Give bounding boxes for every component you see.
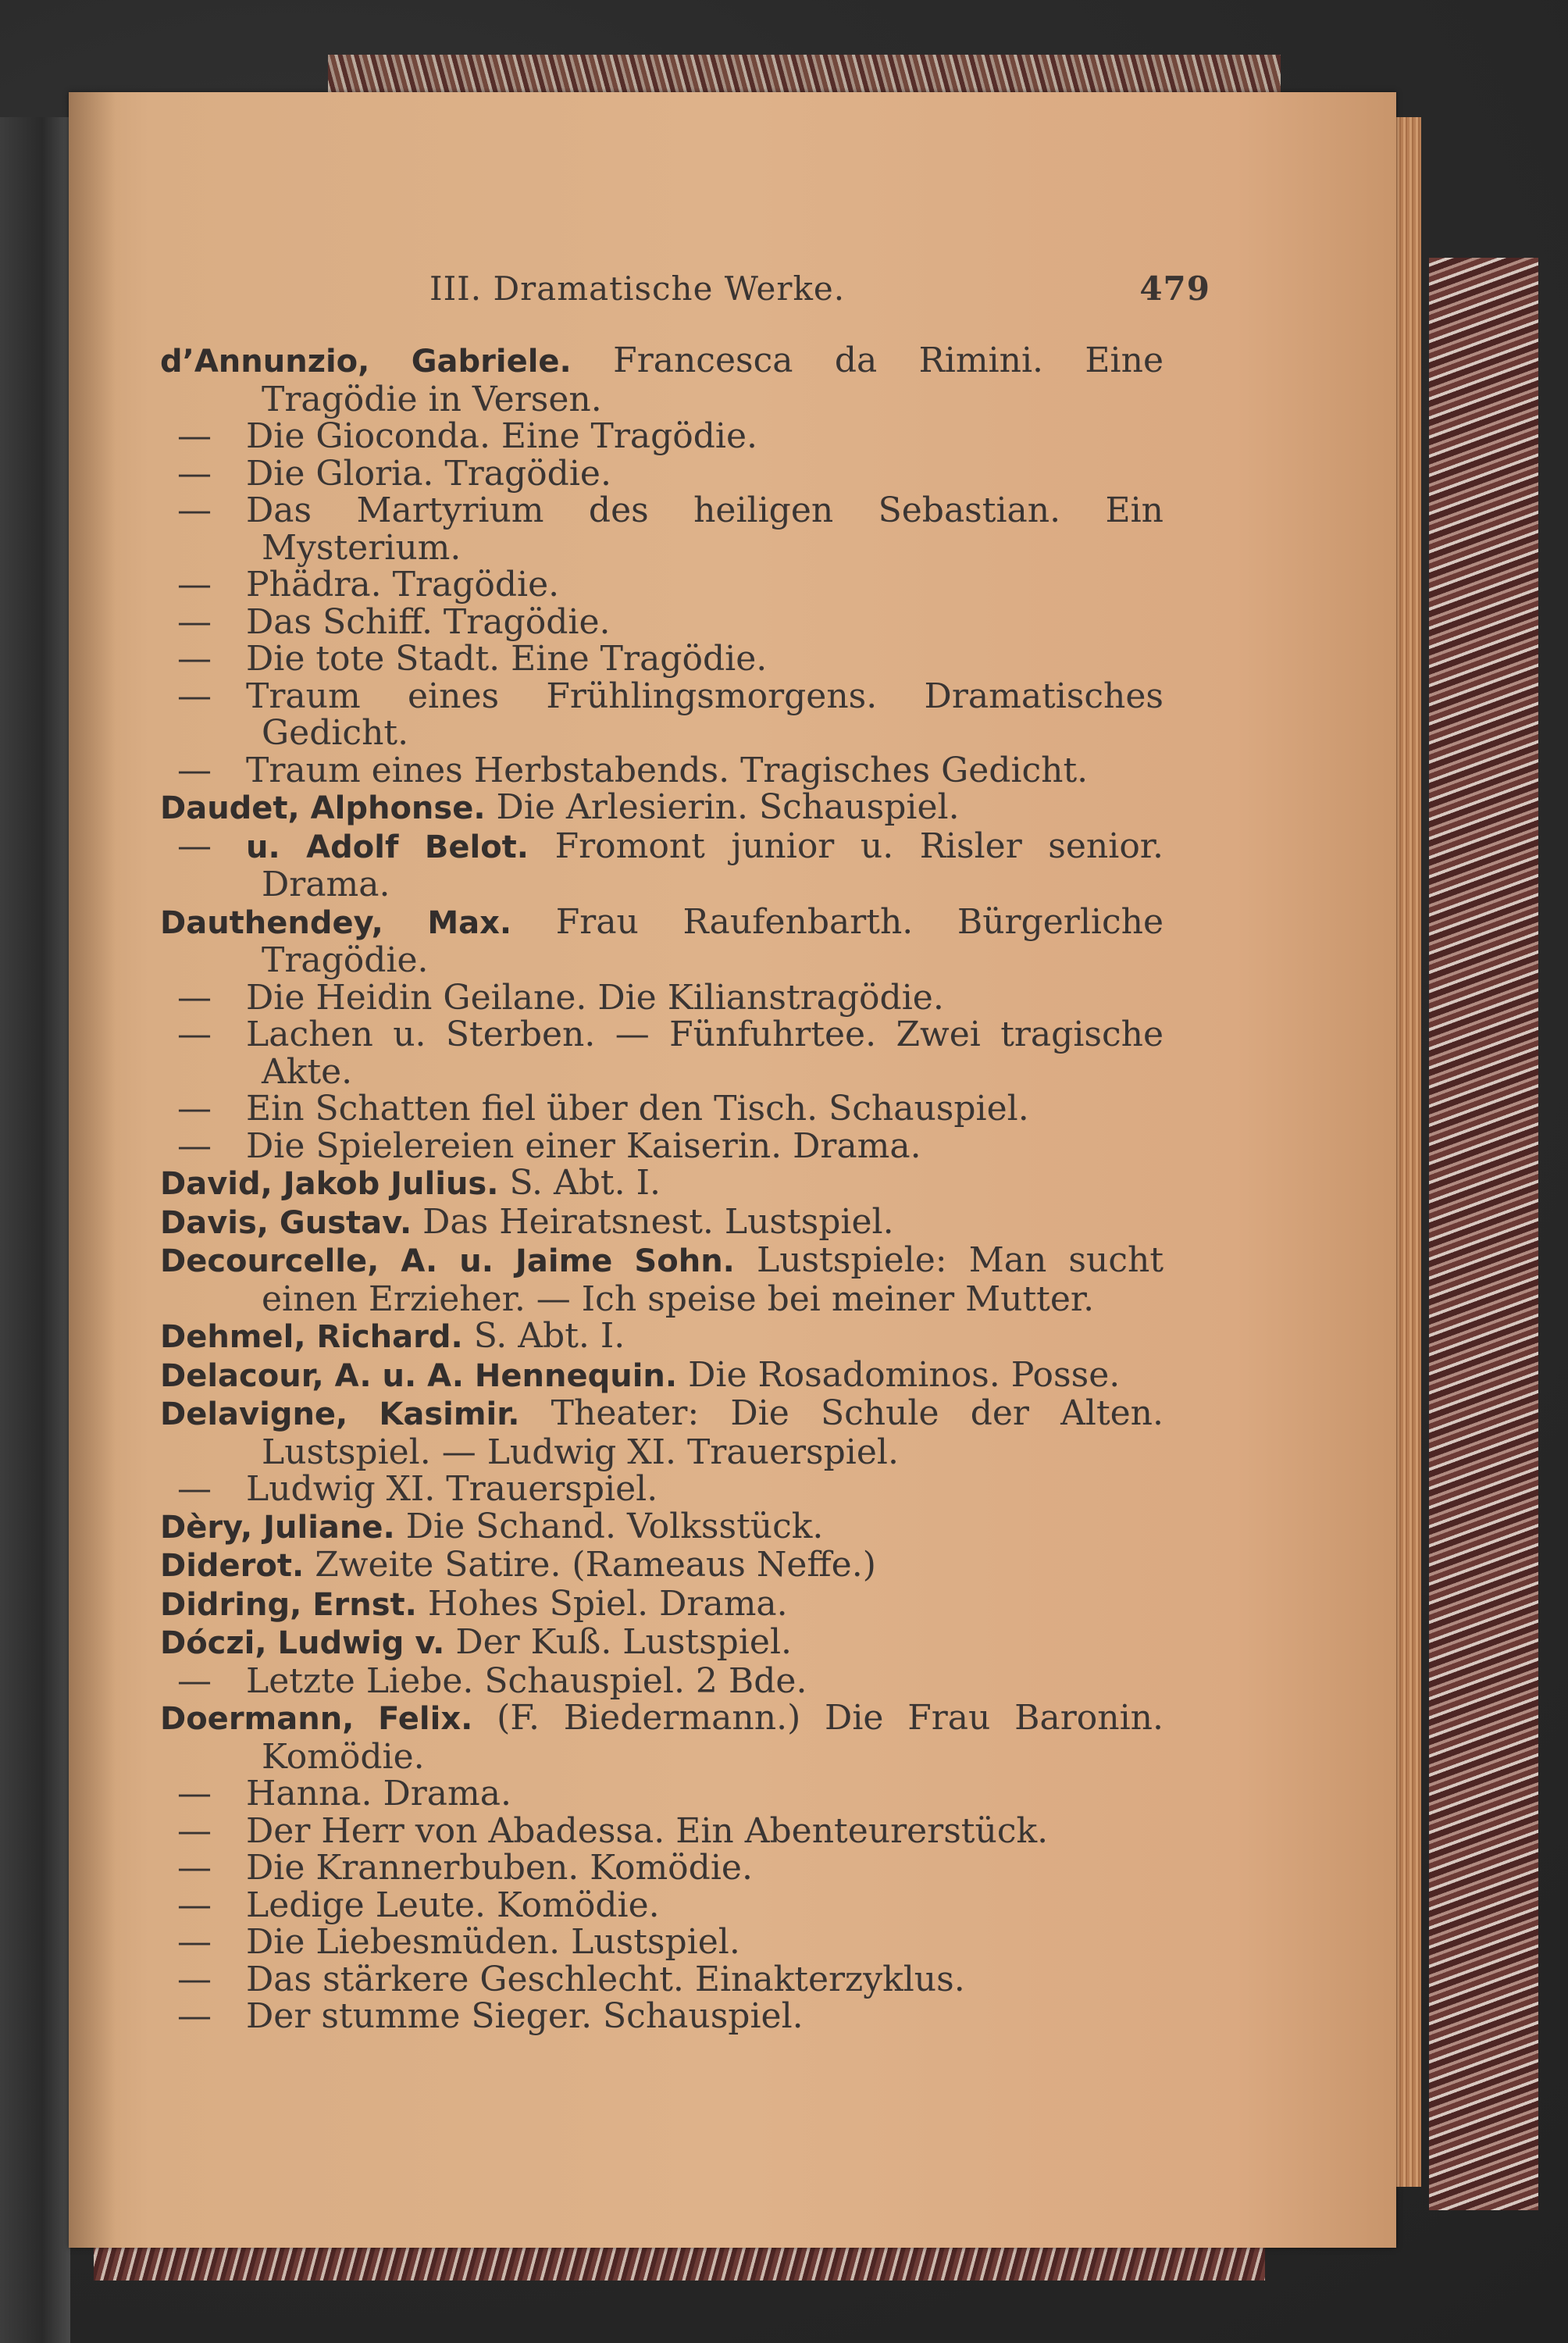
work-entry	[160, 1471, 1164, 1508]
work-entry	[160, 492, 1164, 566]
entry-text: Zweite Satire. (Rameaus Neffe.)	[315, 1545, 876, 1585]
entry-dash: —	[177, 826, 212, 866]
entry-dash: —	[177, 1660, 212, 1701]
entry-text: Die Arlesierin. Schauspiel.	[496, 787, 960, 827]
entry-dash: —	[177, 1089, 212, 1129]
author-entry	[160, 1508, 1164, 1547]
work-entry	[160, 640, 1164, 678]
author-name: u. Adolf Belot.	[246, 829, 529, 865]
author-entry	[160, 1318, 1164, 1357]
entry-text: Phädra. Tragödie.	[246, 565, 560, 604]
entry-text: Die Schand. Volksstück.	[405, 1506, 824, 1546]
entry-dash: —	[177, 1015, 212, 1054]
author-name: Dèry, Juliane.	[160, 1509, 395, 1546]
entry-text: Traum eines Frühlingsmorgens. Dramatisches Gedicht.	[246, 676, 1164, 753]
work-entry	[160, 1849, 1164, 1887]
author-name: Dehmel, Richard.	[160, 1319, 463, 1355]
entry-text: Das Schiff. Tragödie.	[246, 601, 611, 642]
entry-dash: —	[177, 977, 212, 1018]
author-entry	[160, 1624, 1164, 1663]
work-entry	[160, 1924, 1164, 1961]
entry-text: Der Herr von Abadessa. Ein Abenteurerstück.	[246, 1810, 1049, 1851]
work-entry	[160, 1016, 1164, 1090]
entry-dash: —	[177, 1469, 212, 1509]
work-entry	[160, 601, 1164, 642]
entry-text: S. Abt. I.	[473, 1316, 625, 1356]
entry-text: Die tote Stadt. Eine Tragödie.	[246, 639, 768, 679]
author-entry	[160, 1395, 1164, 1471]
author-name: Didring, Ernst.	[160, 1586, 417, 1623]
author-name: Davis, Gustav.	[160, 1204, 412, 1241]
entry-text: Die Liebesmüden. Lustspiel.	[246, 1922, 740, 1962]
page-number: 479	[1139, 269, 1210, 308]
entry-dash: —	[177, 453, 212, 494]
entry-text: Letzte Liebe. Schauspiel. 2 Bde.	[246, 1660, 807, 1701]
entry-dash: —	[177, 1996, 212, 2036]
running-head-title: III. Dramatische Werke.	[429, 269, 846, 308]
entry-text: Die Gioconda. Eine Tragödie.	[246, 416, 758, 456]
entry-text: Frau Raufenbarth. Bürgerliche Tragödie.	[262, 901, 1164, 980]
entry-text: Ledige Leute. Komödie.	[246, 1885, 660, 1925]
entry-text: Ein Schatten fiel über den Tisch. Schauspiel.	[246, 1089, 1029, 1129]
entry-dash: —	[177, 1774, 212, 1813]
entry-text: Das stärkere Geschlecht. Einakterzyklus.	[246, 1959, 965, 1999]
work-entry	[160, 418, 1164, 455]
author-name: Decourcelle, A. u. Jaime Sohn.	[160, 1243, 735, 1279]
cover-edge-left	[0, 117, 70, 2343]
entry-list	[160, 342, 1164, 2035]
entry-text: Lustspiele: Man sucht einen Erzieher. — Ich speise bei meiner Mutter.	[262, 1240, 1164, 1319]
entry-text: Traum eines Herbstabends. Tragisches Gedicht.	[246, 750, 1089, 790]
entry-dash: —	[177, 1885, 212, 1925]
entry-dash: —	[177, 565, 212, 604]
author-name: Dóczi, Ludwig v.	[160, 1625, 445, 1661]
author-entry	[160, 1354, 1164, 1396]
work-entry	[160, 1125, 1164, 1166]
entry-dash: —	[177, 676, 212, 716]
author-name: Delacour, A. u. A. Hennequin.	[160, 1357, 678, 1394]
entry-dash: —	[177, 1959, 212, 1999]
entry-text: Das Heiratsnest. Lustspiel.	[422, 1201, 894, 1242]
work-entry	[160, 455, 1164, 493]
entry-text: Hanna. Drama.	[246, 1774, 511, 1813]
work-entry	[160, 979, 1164, 1017]
entry-text: Das Martyrium des heiligen Sebastian. Ein Mysterium.	[246, 490, 1164, 568]
author-name: Daudet, Alphonse.	[160, 790, 486, 826]
work-entry	[160, 1887, 1164, 1924]
entry-text: Die Rosadominos. Posse.	[688, 1354, 1121, 1395]
entry-dash: —	[177, 416, 212, 456]
entry-dash: —	[177, 1810, 212, 1851]
author-entry	[160, 789, 1164, 828]
author-entry	[160, 1201, 1164, 1243]
author-entry	[160, 1546, 1164, 1585]
work-entry	[160, 1660, 1164, 1701]
author-entry	[160, 1699, 1164, 1775]
entry-text: Theater: Die Schule der Alten. Lustspiel. — Ludwig XI. Trauerspiel.	[262, 1393, 1164, 1472]
work-entry	[160, 1961, 1164, 1999]
work-entry	[160, 678, 1164, 752]
entry-text: Francesca da Rimini. Eine Tragödie in Versen.	[262, 341, 1164, 419]
entry-text: (F. Biedermann.) Die Frau Baronin. Komödie.	[262, 1698, 1164, 1777]
author-name: Doermann, Felix.	[160, 1701, 473, 1737]
author-name: Dauthendey, Max.	[160, 904, 512, 941]
work-entry	[160, 566, 1164, 604]
marbled-edge-right	[1429, 258, 1538, 2210]
entry-text: Fromont junior u. Risler senior. Drama.	[262, 826, 1164, 904]
entry-dash: —	[177, 639, 212, 679]
author-entry	[160, 1164, 1164, 1204]
entry-text: Die Spielereien einer Kaiserin. Drama.	[246, 1125, 921, 1166]
author-entry	[160, 901, 1164, 980]
entry-dash: —	[177, 1922, 212, 1962]
author-name: Diderot.	[160, 1548, 305, 1584]
author-entry	[160, 1585, 1164, 1624]
entry-text: Die Heidin Geilane. Die Kilianstragödie.	[246, 977, 944, 1018]
author-name: Delavigne, Kasimir.	[160, 1396, 520, 1432]
author-name: d’Annunzio, Gabriele.	[160, 344, 572, 380]
gutter-shadow	[69, 92, 116, 2248]
entry-text: S. Abt. I.	[509, 1163, 661, 1203]
work-entry	[160, 828, 1164, 904]
running-head	[429, 269, 1210, 316]
entry-dash: —	[177, 750, 212, 790]
work-entry	[160, 1998, 1164, 2035]
entry-text: Lachen u. Sterben. — Fünfuhrtee. Zwei tragische Akte.	[246, 1015, 1164, 1092]
entry-text: Der stumme Sieger. Schauspiel.	[246, 1996, 804, 2036]
entry-text: Die Gloria. Tragödie.	[246, 453, 611, 494]
entry-text: Die Krannerbuben. Komödie.	[246, 1848, 753, 1888]
entry-text: Ludwig XI. Trauerspiel.	[246, 1469, 658, 1509]
work-entry	[160, 1810, 1164, 1851]
work-entry	[160, 752, 1164, 790]
author-name: David, Jakob Julius.	[160, 1166, 499, 1202]
entry-dash: —	[177, 601, 212, 642]
entry-dash: —	[177, 1848, 212, 1888]
entry-text: Der Kuß. Lustspiel.	[455, 1622, 793, 1662]
entry-dash: —	[177, 490, 212, 530]
author-entry	[160, 1242, 1164, 1318]
work-entry	[160, 1090, 1164, 1128]
author-entry	[160, 342, 1164, 418]
entry-text: Hohes Spiel. Drama.	[427, 1583, 788, 1624]
entry-dash: —	[177, 1125, 212, 1166]
work-entry	[160, 1775, 1164, 1813]
